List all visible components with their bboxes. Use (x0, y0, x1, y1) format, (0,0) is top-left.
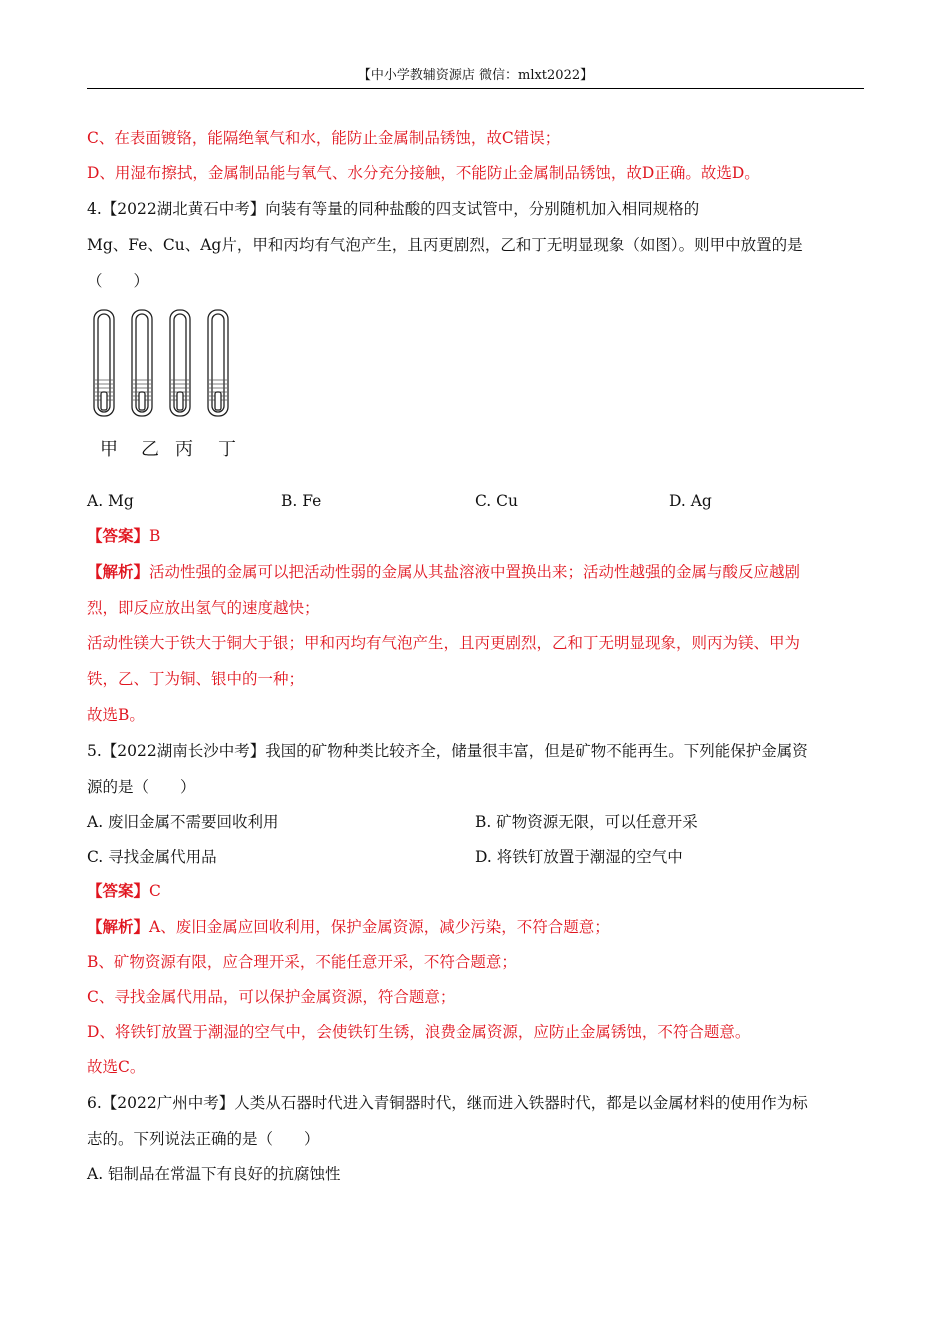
q5-analysis-line3: C、寻找金属代用品，可以保护金属资源，符合题意； (87, 988, 456, 1006)
q5-option-b: B. 矿物资源无限，可以任意开采 (475, 813, 698, 831)
q5-option-c: C. 寻找金属代用品 (87, 848, 217, 866)
q5-answer-tag: 【答案】 (87, 881, 150, 900)
tube-label-yi: 乙 (141, 439, 159, 460)
q4-option-d: D. Ag (669, 492, 712, 510)
q5-stem-line1: 5.【2022湖南长沙中考】我国的矿物种类比较齐全，储量很丰富，但是矿物不能再生。下列能保护金属资 (87, 742, 808, 760)
q5-analysis-text1: A、废旧金属应回收利用，保护金属资源，减少污染，不符合题意； (149, 918, 610, 936)
q5-analysis-line1 (87, 917, 610, 937)
q4-analysis-line2: 烈，即反应放出氢气的速度越快； (87, 599, 320, 617)
tube-label-bing: 丙 (175, 439, 193, 460)
q6-option-a: A. 铝制品在常温下有良好的抗腐蚀性 (87, 1165, 341, 1183)
q5-answer (87, 881, 161, 901)
tube-label-jia: 甲 (100, 439, 118, 460)
q6-stem-line1: 6.【2022广州中考】人类从石器时代进入青铜器时代，继而进入铁器时代，都是以金属材料的使用作为标 (87, 1094, 808, 1112)
q4-analysis-text1: 活动性强的金属可以把活动性弱的金属从其盐溶液中置换出来；活动性越强的金属与酸反应越剧 (149, 563, 801, 581)
q5-analysis-line2: B、矿物资源有限，应合理开采，不能任意开采，不符合题意； (87, 953, 517, 971)
tube-label-ding: 丁 (218, 439, 236, 460)
q4-answer-value: B (149, 527, 161, 545)
prev-option-d-explanation: D、用湿布擦拭，金属制品能与氧气、水分充分接触，不能防止金属制品锈蚀，故D正确。故选D。 (87, 164, 760, 182)
q4-answer-tag: 【答案】 (87, 526, 150, 545)
q4-analysis-line5: 故选B。 (87, 706, 145, 724)
q6-stem-line2: 志的。下列说法正确的是（ ） (87, 1130, 320, 1148)
q5-answer-value: C (149, 882, 161, 900)
test-tube-yi (132, 310, 152, 416)
q4-answer (87, 526, 160, 546)
q4-stem-line2: Mg、Fe、Cu、Ag片，甲和丙均有气泡产生，且丙更剧烈，乙和丁无明显现象（如图）。则甲中放置的是 (87, 236, 803, 254)
q5-analysis-line4: D、将铁钉放置于潮湿的空气中，会使铁钉生锈，浪费金属资源，应防止金属锈蚀，不符合题意。 (87, 1023, 751, 1041)
q4-option-a: A. Mg (87, 492, 134, 510)
q4-analysis-line4: 铁，乙、丁为铜、银中的一种； (87, 670, 305, 688)
q5-analysis-tag: 【解析】 (87, 917, 150, 936)
q4-analysis-line3: 活动性镁大于铁大于铜大于银；甲和丙均有气泡产生，且丙更剧烈，乙和丁无明显现象，则丙为镁、甲为 (87, 634, 801, 652)
test-tube-bing (170, 310, 190, 416)
q4-option-c: C. Cu (475, 492, 519, 510)
test-tube-ding (208, 310, 228, 416)
q5-option-d: D. 将铁钉放置于潮湿的空气中 (475, 848, 683, 866)
q4-analysis-tag: 【解析】 (87, 562, 150, 581)
q5-option-a: A. 废旧金属不需要回收利用 (87, 813, 279, 831)
q4-analysis-line1 (87, 562, 800, 582)
q4-option-b: B. Fe (281, 492, 322, 510)
page-header: 【中小学教辅资源店 微信：mlxt2022】 (87, 66, 864, 89)
prev-option-c-explanation: C、在表面镀铬，能隔绝氧气和水，能防止金属制品锈蚀，故C错误； (87, 129, 561, 147)
q5-stem-line2: 源的是（ ） (87, 778, 196, 796)
test-tube-jia (94, 310, 114, 416)
q4-stem-line1: 4.【2022湖北黄石中考】向装有等量的同种盐酸的四支试管中，分别随机加入相同规格的 (87, 200, 700, 218)
q5-analysis-line5: 故选C。 (87, 1058, 146, 1076)
q4-stem-line3: （ ） (87, 272, 150, 290)
